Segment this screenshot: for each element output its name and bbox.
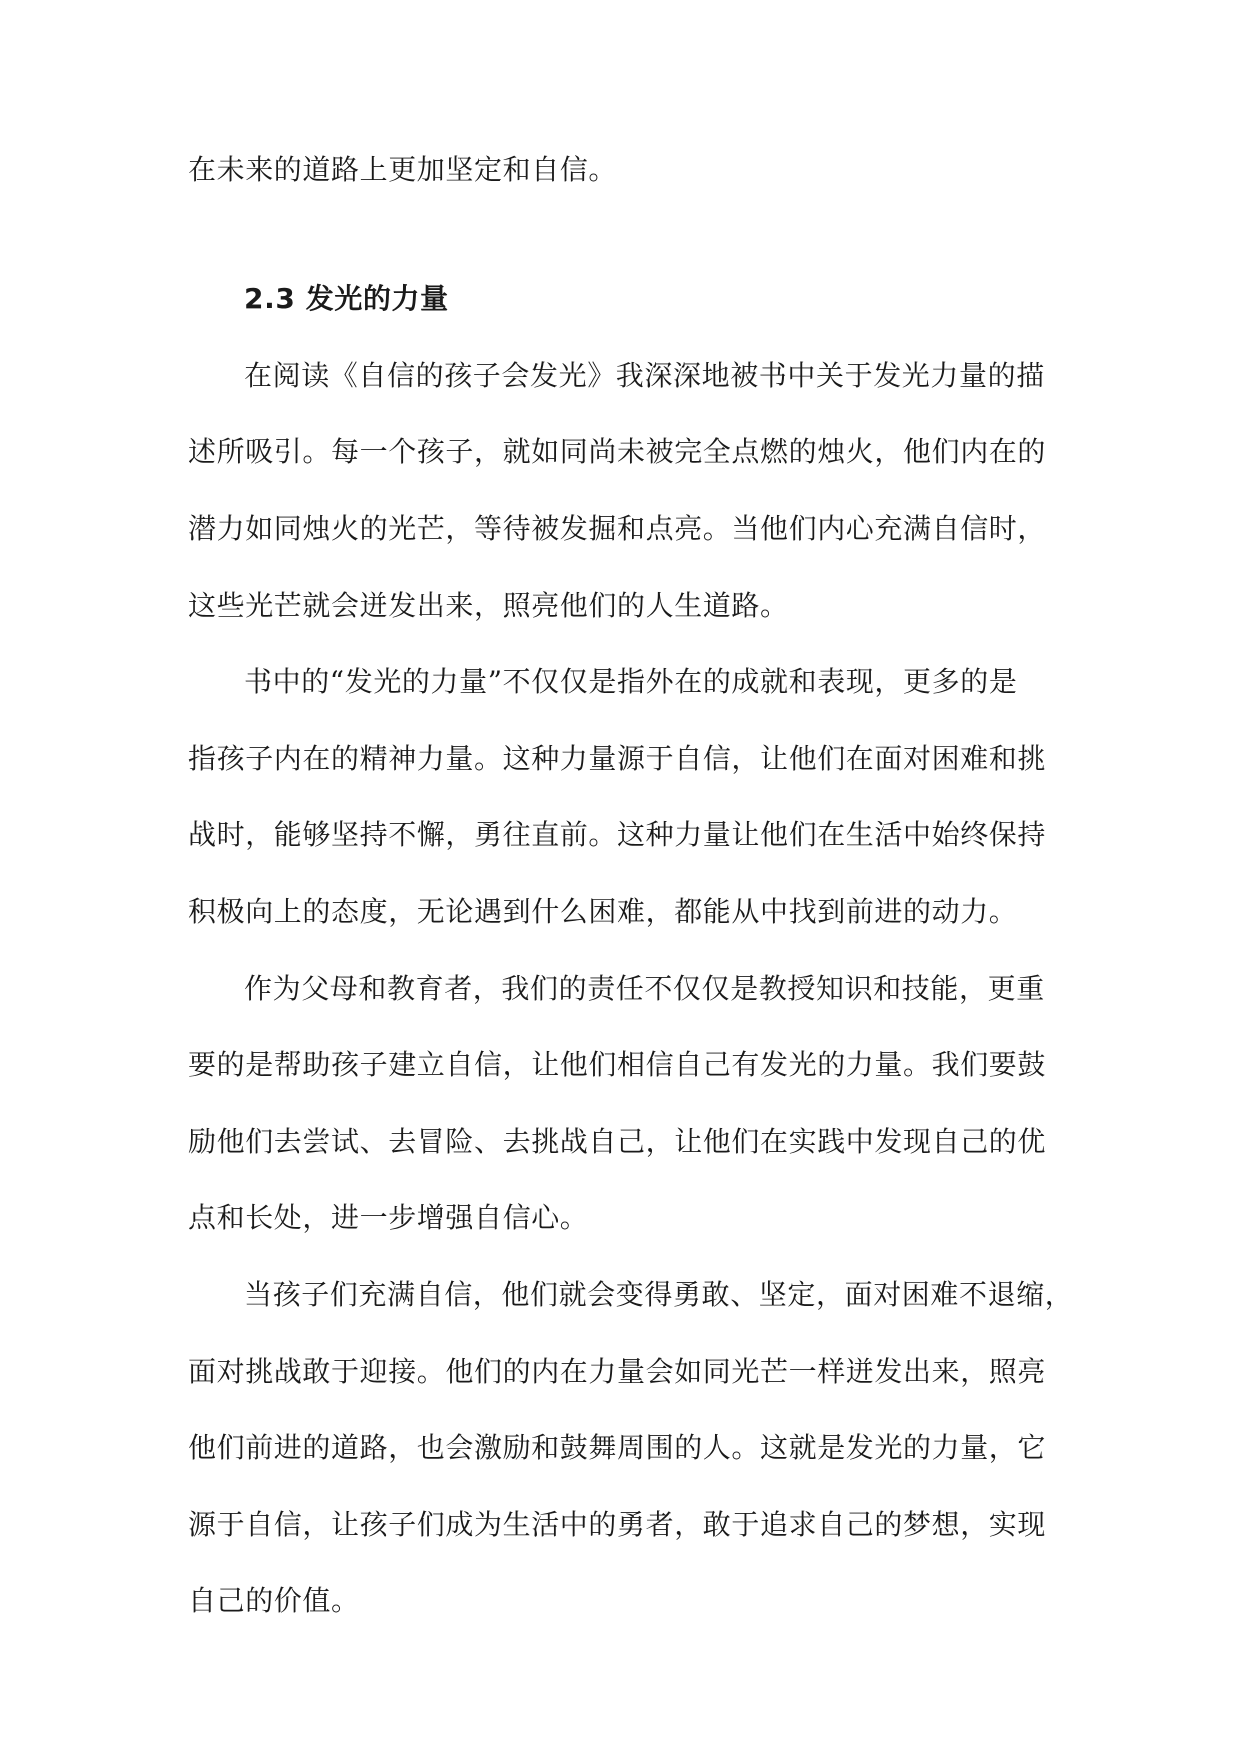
paragraph-4 bbox=[188, 1257, 1074, 1640]
paragraph-line: 积极向上的态度，无论遇到什么困难，都能从中找到前进的动力。 bbox=[188, 894, 1018, 928]
paragraph-line: 励他们去尝试、去冒险、去挑战自己，让他们在实践中发现自己的优 bbox=[188, 1124, 1047, 1158]
paragraph-line: 当孩子们充满自信，他们就会变得勇敢、坚定，面对困难不退缩， bbox=[244, 1277, 1074, 1311]
section-heading: 2.3 发光的力量 bbox=[244, 282, 449, 316]
paragraph-line: 这些光芒就会迸发出来，照亮他们的人生道路。 bbox=[188, 588, 789, 622]
paragraph-3 bbox=[188, 951, 1054, 1257]
paragraph-1 bbox=[188, 338, 1054, 644]
paragraph-line: 自己的价值。 bbox=[188, 1584, 360, 1618]
document-body bbox=[188, 132, 1074, 1640]
paragraph-line: 源于自信，让孩子们成为生活中的勇者，敢于追求自己的梦想，实现 bbox=[188, 1507, 1047, 1541]
paragraph-line: 作为父母和教育者，我们的责任不仅仅是教授知识和技能，更重 bbox=[244, 971, 1045, 1005]
paragraph-line: 在阅读《自信的孩子会发光》我深深地被书中关于发光力量的描 bbox=[244, 358, 1045, 392]
paragraph-line: 述所吸引。每一个孩子，就如同尚未被完全点燃的烛火，他们内在的 bbox=[188, 435, 1047, 469]
paragraph-line: 潜力如同烛火的光芒，等待被发掘和点亮。当他们内心充满自信时， bbox=[188, 511, 1047, 545]
paragraph-line: 战时，能够坚持不懈，勇往直前。这种力量让他们在生活中始终保持 bbox=[188, 818, 1047, 852]
paragraph-line: 面对挑战敢于迎接。他们的内在力量会如同光芒一样迸发出来，照亮 bbox=[188, 1354, 1047, 1388]
paragraph-line: 要的是帮助孩子建立自信，让他们相信自己有发光的力量。我们要鼓 bbox=[188, 1048, 1047, 1082]
paragraph-line: 指孩子内在的精神力量。这种力量源于自信，让他们在面对困难和挑 bbox=[188, 741, 1047, 775]
opening-line: 在未来的道路上更加坚定和自信。 bbox=[188, 153, 618, 186]
paragraph-line: 他们前进的道路，也会激励和鼓舞周围的人。这就是发光的力量，它 bbox=[188, 1431, 1047, 1465]
paragraph-line: 书中的“发光的力量”不仅仅是指外在的成就和表现，更多的是 bbox=[244, 665, 1018, 699]
paragraph-2 bbox=[188, 644, 1054, 950]
paragraph-line: 点和长处，进一步增强自信心。 bbox=[188, 1201, 589, 1235]
